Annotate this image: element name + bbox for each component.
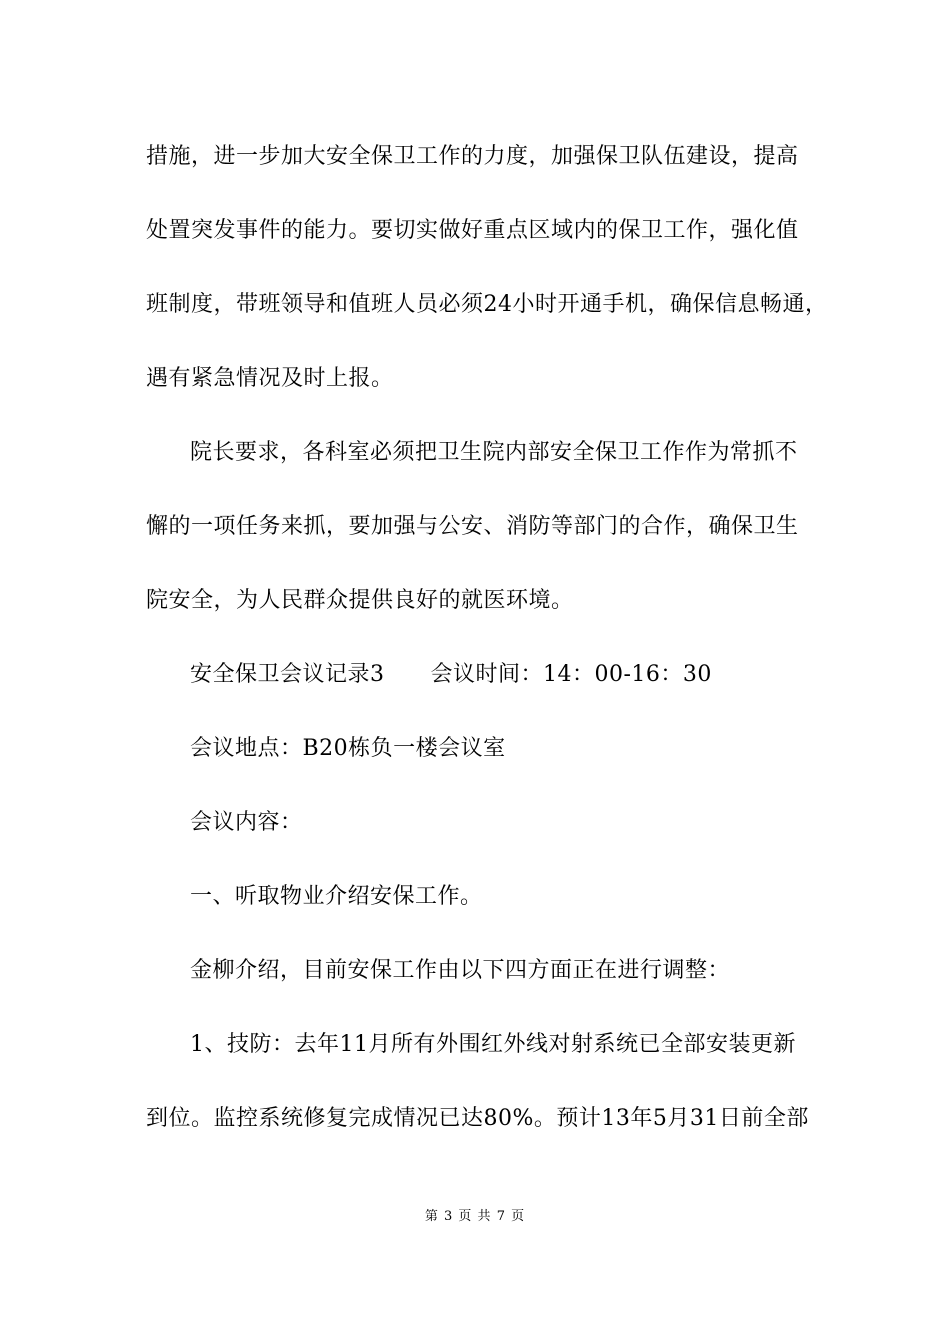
paragraph-line-2: 处置突发事件的能力。要切实做好重点区域内的保卫工作，强化值 [146, 218, 799, 243]
paragraph-line-1: 措施，进一步加大安全保卫工作的力度，加强保卫队伍建设，提高 [146, 144, 799, 169]
paragraph-line-7: 院安全，为人民群众提供良好的就医环境。 [146, 588, 574, 613]
meeting-content-label: 会议内容： [190, 810, 303, 835]
meeting-time: 会议时间：14：00-16：30 [430, 662, 712, 687]
record-title: 安全保卫会议记录3 [190, 662, 385, 687]
meeting-location: 会议地点：B20栋负一楼会议室 [190, 736, 506, 761]
paragraph-line-9: 1、技防：去年11月所有外围红外线对射系统已全部安装更新 [190, 1032, 796, 1057]
paragraph-line-10: 到位。监控系统修复完成情况已达80%。预计13年5月31日前全部 [146, 1106, 809, 1131]
paragraph-line-5: 院长要求，各科室必须把卫生院内部安全保卫工作作为常抓不 [190, 440, 798, 465]
page-number-footer: 第 3 页 共 7 页 [424, 1209, 526, 1224]
paragraph-line-3: 班制度，带班领导和值班人员必须24小时开通手机，确保信息畅通， [146, 292, 828, 317]
paragraph-line-4: 遇有紧急情况及时上报。 [146, 366, 394, 391]
paragraph-line-6: 懈的一项任务来抓，要加强与公安、消防等部门的合作，确保卫生 [146, 514, 799, 539]
agenda-item-1: 一、听取物业介绍安保工作。 [190, 884, 483, 909]
paragraph-line-8: 金柳介绍，目前安保工作由以下四方面正在进行调整： [190, 958, 731, 983]
meeting-record-header [190, 660, 712, 690]
